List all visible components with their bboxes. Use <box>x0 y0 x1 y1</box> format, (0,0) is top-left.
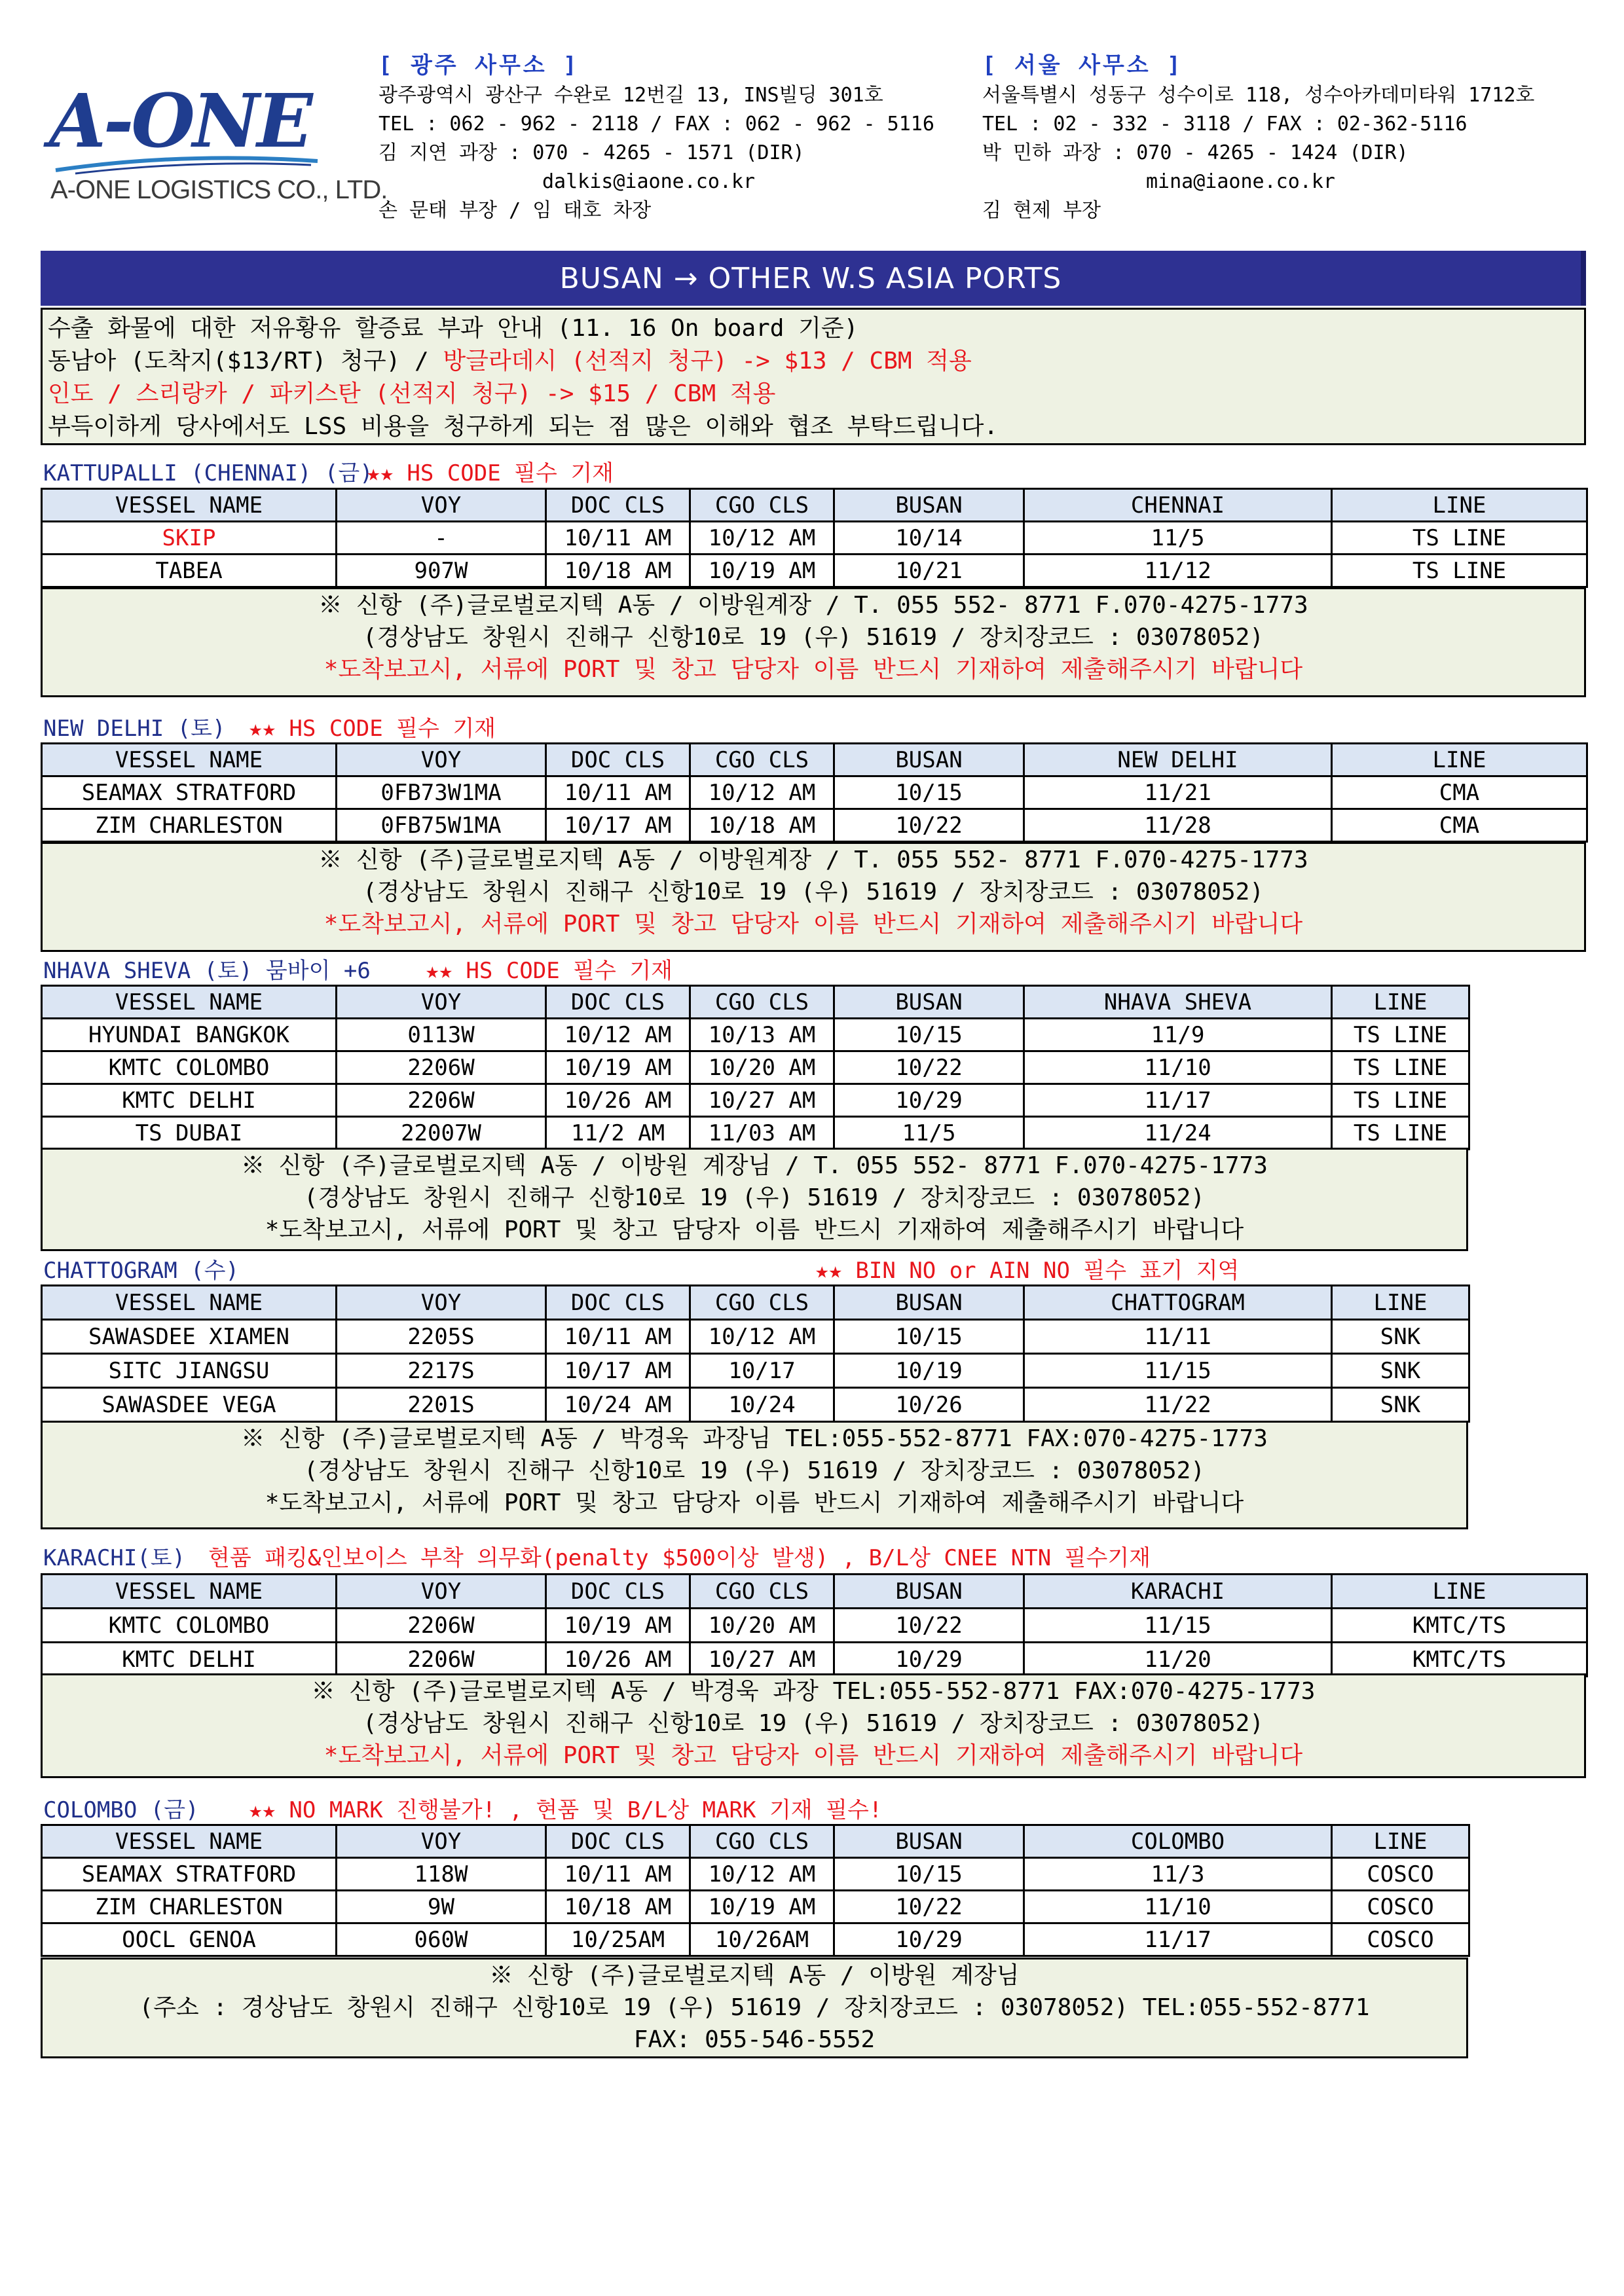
office-tel: TEL : 02 - 332 - 3118 / FAX : 02-362-5116 <box>982 113 1467 136</box>
table-cell: 060W <box>337 1923 546 1956</box>
table-cell: KMTC/TS <box>1332 1643 1587 1677</box>
table-row <box>42 1320 1469 1354</box>
warehouse-info-line: FAX: 055-546-5552 <box>633 2026 876 2053</box>
table-cell: KMTC COLOMBO <box>42 1609 337 1643</box>
warehouse-info-line: *도착보고시, 서류에 PORT 및 창고 담당자 이름 반드시 기재하여 제출해주시기 바랍니다 <box>265 1489 1244 1516</box>
notice-line <box>48 345 1579 378</box>
table-cell: KMTC DELHI <box>42 1084 337 1117</box>
table-cell: 10/29 <box>834 1923 1024 1956</box>
column-header: VOY <box>337 986 546 1019</box>
table-row <box>42 1643 1587 1677</box>
column-header: BUSAN <box>834 1286 1024 1320</box>
column-header: VOY <box>337 1825 546 1858</box>
table-row <box>42 809 1587 842</box>
table-cell: 2206W <box>337 1084 546 1117</box>
warehouse-info-line: (주소 : 경상남도 창원시 진해구 신항10로 19 (우) 51619 / 장치장코드 : 03078052) TEL:055-552-8771 <box>139 1994 1370 2021</box>
office-tel: TEL : 062 - 962 - 2118 / FAX : 062 - 962 - 5116 <box>378 113 934 136</box>
table-cell: 10/12 AM <box>546 1019 690 1051</box>
table-cell: 10/26 <box>834 1388 1024 1422</box>
route-banner: BUSAN → OTHER W.S ASIA PORTS <box>41 251 1586 306</box>
table-cell: 2206W <box>337 1609 546 1643</box>
warehouse-info-line: (경상남도 창원시 진해구 신항10로 19 (우) 51619 / 장치장코드 : 03078052) <box>363 1710 1264 1737</box>
table-cell: TS LINE <box>1332 1051 1469 1084</box>
warehouse-info <box>41 842 1586 952</box>
column-header: CHENNAI <box>1024 489 1332 522</box>
table-cell: 10/20 AM <box>690 1609 834 1643</box>
column-header: BUSAN <box>834 489 1024 522</box>
column-header: VESSEL NAME <box>42 1286 337 1320</box>
warehouse-info <box>41 1421 1468 1529</box>
destination-port: KARACHI(토) <box>43 1545 186 1571</box>
table-cell: 10/27 AM <box>690 1643 834 1677</box>
table-cell: 10/15 <box>834 1320 1024 1354</box>
column-header: VOY <box>337 1575 546 1609</box>
section-title <box>43 1540 1151 1572</box>
warehouse-info-line: ※ 신항 (주)글로벌로지텍 A동 / 이방원 계장님 / T. 055 552- 8771 F.070-4275-1773 <box>241 1152 1268 1179</box>
column-header: CHATTOGRAM <box>1024 1286 1332 1320</box>
table-cell: 11/15 <box>1024 1354 1332 1388</box>
table-cell: TS DUBAI <box>42 1117 337 1150</box>
office-address: 서울특별시 성동구 성수이로 118, 성수아카데미타워 1712호 <box>982 84 1535 107</box>
table-cell: 10/18 AM <box>690 809 834 842</box>
column-header: VOY <box>337 1286 546 1320</box>
column-header: CGO CLS <box>690 489 834 522</box>
column-header: CGO CLS <box>690 1575 834 1609</box>
table-cell: TS LINE <box>1332 1084 1469 1117</box>
table-cell: 11/03 AM <box>690 1117 834 1150</box>
table-cell: 10/18 AM <box>546 555 690 587</box>
table-cell: 10/15 <box>834 1019 1024 1051</box>
schedule-table <box>41 742 1588 843</box>
table-cell: SNK <box>1332 1388 1469 1422</box>
section-requirement-note: ★★ HS CODE 필수 기재 <box>426 958 673 984</box>
column-header: BUSAN <box>834 1575 1024 1609</box>
warehouse-info-line: ※ 신항 (주)글로벌로지텍 A동 / 박경욱 과장님 TEL:055-552-8771 FAX:070-4275-1773 <box>241 1425 1268 1452</box>
table-cell: 10/11 AM <box>546 522 690 555</box>
table-cell: 11/28 <box>1024 809 1332 842</box>
schedule-table <box>41 1573 1588 1677</box>
column-header: BUSAN <box>834 986 1024 1019</box>
table-cell: 10/11 AM <box>546 776 690 809</box>
office-seoul <box>982 51 1534 225</box>
column-header: CGO CLS <box>690 1825 834 1858</box>
column-header: BUSAN <box>834 1825 1024 1858</box>
table-cell: 10/20 AM <box>690 1051 834 1084</box>
table-cell: 11/21 <box>1024 776 1332 809</box>
table-cell: 10/21 <box>834 555 1024 587</box>
column-header: CGO CLS <box>690 744 834 776</box>
table-row <box>42 1051 1469 1084</box>
column-header: VESSEL NAME <box>42 744 337 776</box>
table-cell: 2217S <box>337 1354 546 1388</box>
table-cell: 10/13 AM <box>690 1019 834 1051</box>
column-header: KARACHI <box>1024 1575 1332 1609</box>
table-cell: TS LINE <box>1332 555 1587 587</box>
office-address: 광주광역시 광산구 수완로 12번길 13, INS빌딩 301호 <box>378 84 883 107</box>
schedule-table <box>41 985 1470 1150</box>
table-cell: 10/22 <box>834 1609 1024 1643</box>
table-header-row <box>42 1286 1469 1320</box>
table-cell: 10/29 <box>834 1643 1024 1677</box>
warehouse-info-line: *도착보고시, 서류에 PORT 및 창고 담당자 이름 반드시 기재하여 제출해주시기 바랍니다 <box>323 911 1303 938</box>
table-cell: 10/26AM <box>690 1923 834 1956</box>
column-header: VESSEL NAME <box>42 1825 337 1858</box>
table-cell: 10/19 AM <box>690 1891 834 1923</box>
column-header: VESSEL NAME <box>42 986 337 1019</box>
table-cell: 10/14 <box>834 522 1024 555</box>
warehouse-info-line: (경상남도 창원시 진해구 신항10로 19 (우) 51619 / 장치장코드 : 03078052) <box>304 1457 1205 1484</box>
table-cell: 11/24 <box>1024 1117 1332 1150</box>
column-header: BUSAN <box>834 744 1024 776</box>
warehouse-info <box>41 1958 1468 2058</box>
column-header: DOC CLS <box>546 1286 690 1320</box>
table-cell: 2206W <box>337 1643 546 1677</box>
section-requirement-note: ★★ BIN NO or AIN NO 필수 표기 지역 <box>815 1258 1240 1284</box>
table-cell: 11/15 <box>1024 1609 1332 1643</box>
lss-notice <box>41 308 1586 445</box>
column-header: DOC CLS <box>546 744 690 776</box>
column-header: DOC CLS <box>546 1575 690 1609</box>
section-title <box>43 710 496 742</box>
destination-port: NEW DELHI (토) <box>43 716 226 742</box>
table-cell: 11/10 <box>1024 1891 1332 1923</box>
table-cell: 118W <box>337 1858 546 1891</box>
table-row <box>42 1858 1469 1891</box>
warehouse-info-line: ※ 신항 (주)글로벌로지텍 A동 / 이방원계장 / T. 055 552- 8771 F.070-4275-1773 <box>318 592 1308 619</box>
destination-port: KATTUPALLI (CHENNAI) (금) <box>43 460 373 486</box>
column-header: VESSEL NAME <box>42 489 337 522</box>
table-row <box>42 1084 1469 1117</box>
table-cell: 10/25AM <box>546 1923 690 1956</box>
table-cell: SEAMAX STRATFORD <box>42 776 337 809</box>
section-title <box>43 1252 1240 1285</box>
table-header-row <box>42 1825 1469 1858</box>
table-cell: 11/5 <box>1024 522 1332 555</box>
column-header: CGO CLS <box>690 1286 834 1320</box>
schedule-table <box>41 1824 1470 1957</box>
table-cell: 10/15 <box>834 776 1024 809</box>
section-requirement-note: ★★ NO MARK 진행불가! , 현품 및 B/L상 MARK 기재 필수! <box>249 1797 883 1823</box>
column-header: LINE <box>1332 1286 1469 1320</box>
table-row <box>42 1019 1469 1051</box>
office-gwangju <box>378 51 934 225</box>
warehouse-info-line: (경상남도 창원시 진해구 신항10로 19 (우) 51619 / 장치장코드 : 03078052) <box>363 624 1264 651</box>
table-cell: COSCO <box>1332 1923 1469 1956</box>
schedule-table <box>41 1285 1470 1423</box>
warehouse-info-line: ※ 신항 (주)글로벌로지텍 A동 / 박경욱 과장 TEL:055-552-8771 FAX:070-4275-1773 <box>311 1678 1316 1705</box>
table-cell: 11/2 AM <box>546 1117 690 1150</box>
office-contact: 박 민하 과장 : 070 - 4265 - 1424 (DIR) <box>982 141 1409 164</box>
office-title: [ 광주 사무소 ] <box>378 52 580 79</box>
table-header-row <box>42 744 1587 776</box>
column-header: NHAVA SHEVA <box>1024 986 1332 1019</box>
table-cell: 11/3 <box>1024 1858 1332 1891</box>
table-cell: 10/18 AM <box>546 1891 690 1923</box>
section-title <box>43 1792 883 1824</box>
company-logo <box>49 79 388 216</box>
table-cell: SEAMAX STRATFORD <box>42 1858 337 1891</box>
notice-line: 인도 / 스리랑카 / 파키스탄 (선적지 청구) -> $15 / CBM 적용 <box>48 380 776 407</box>
warehouse-info-line: *도착보고시, 서류에 PORT 및 창고 담당자 이름 반드시 기재하여 제출해주시기 바랍니다 <box>323 656 1303 683</box>
table-cell: 10/17 <box>690 1354 834 1388</box>
destination-port: NHAVA SHEVA (토) 뭄바이 +6 <box>43 958 371 984</box>
table-cell: 2201S <box>337 1388 546 1422</box>
column-header: LINE <box>1332 744 1587 776</box>
table-cell: 11/17 <box>1024 1923 1332 1956</box>
table-cell: 10/12 AM <box>690 1858 834 1891</box>
table-cell: 10/27 AM <box>690 1084 834 1117</box>
table-cell: SNK <box>1332 1320 1469 1354</box>
column-header: VESSEL NAME <box>42 1575 337 1609</box>
warehouse-info <box>41 587 1586 697</box>
table-cell: 10/12 AM <box>690 776 834 809</box>
notice-line: 부득이하게 당사에서도 LSS 비용을 청구하게 되는 점 많은 이해와 협조 부탁드립니다. <box>48 413 999 440</box>
table-cell: 10/19 AM <box>690 555 834 587</box>
office-title: [ 서울 사무소 ] <box>982 52 1183 79</box>
warehouse-info-line: ※ 신항 (주)글로벌로지텍 A동 / 이방원계장 / T. 055 552- 8771 F.070-4275-1773 <box>318 847 1308 873</box>
table-cell: 10/17 AM <box>546 809 690 842</box>
table-cell: 10/26 AM <box>546 1643 690 1677</box>
table-cell: 10/24 AM <box>546 1388 690 1422</box>
table-row <box>42 1891 1469 1923</box>
column-header: NEW DELHI <box>1024 744 1332 776</box>
table-cell: 10/29 <box>834 1084 1024 1117</box>
table-cell: 10/17 AM <box>546 1354 690 1388</box>
section-requirement-note: ★★ HS CODE 필수 기재 <box>249 716 496 742</box>
warehouse-info-line: *도착보고시, 서류에 PORT 및 창고 담당자 이름 반드시 기재하여 제출해주시기 바랍니다 <box>265 1216 1244 1243</box>
table-cell: 11/12 <box>1024 555 1332 587</box>
column-header: LINE <box>1332 1575 1587 1609</box>
table-cell: OOCL GENOA <box>42 1923 337 1956</box>
notice-text: 동남아 (도착지($13/RT) 청구) / <box>48 348 443 374</box>
table-cell: 9W <box>337 1891 546 1923</box>
table-cell: CMA <box>1332 776 1587 809</box>
logo-company-name: A-ONE LOGISTICS CO., LTD. <box>50 175 388 204</box>
table-cell: SITC JIANGSU <box>42 1354 337 1388</box>
table-cell: 10/26 AM <box>546 1084 690 1117</box>
table-cell: 10/11 AM <box>546 1858 690 1891</box>
warehouse-info-line: *도착보고시, 서류에 PORT 및 창고 담당자 이름 반드시 기재하여 제출해주시기 바랍니다 <box>323 1742 1303 1769</box>
table-cell: 11/11 <box>1024 1320 1332 1354</box>
table-cell: HYUNDAI BANGKOK <box>42 1019 337 1051</box>
table-row <box>42 555 1587 587</box>
table-cell: - <box>337 522 546 555</box>
table-cell: SAWASDEE VEGA <box>42 1388 337 1422</box>
logo-wordmark: A-ONE <box>49 79 310 164</box>
column-header: DOC CLS <box>546 1825 690 1858</box>
table-cell: 10/22 <box>834 809 1024 842</box>
table-cell: 2205S <box>337 1320 546 1354</box>
section-title <box>43 455 614 487</box>
table-cell: 11/5 <box>834 1117 1024 1150</box>
table-cell: 10/15 <box>834 1858 1024 1891</box>
table-cell: CMA <box>1332 809 1587 842</box>
table-cell: 11/17 <box>1024 1084 1332 1117</box>
destination-port: CHATTOGRAM (수) <box>43 1258 239 1284</box>
table-row <box>42 522 1587 555</box>
table-cell: 907W <box>337 555 546 587</box>
table-row <box>42 776 1587 809</box>
table-cell: COSCO <box>1332 1858 1469 1891</box>
logo-swoosh-icon <box>49 156 324 175</box>
table-cell: 10/12 AM <box>690 1320 834 1354</box>
table-header-row <box>42 489 1587 522</box>
table-header-row <box>42 986 1469 1019</box>
warehouse-info-line: (경상남도 창원시 진해구 신항10로 19 (우) 51619 / 장치장코드 : 03078052) <box>304 1184 1205 1211</box>
section-title <box>43 953 673 985</box>
table-cell: TABEA <box>42 555 337 587</box>
table-row <box>42 1923 1469 1956</box>
notice-line: 수출 화물에 대한 저유황유 할증료 부과 안내 (11. 16 On board 기준) <box>48 315 858 342</box>
office-managers: 손 문태 부장 / 임 태호 차장 <box>378 199 652 222</box>
warehouse-info <box>41 1673 1586 1778</box>
table-cell: KMTC/TS <box>1332 1609 1587 1643</box>
schedule-table <box>41 488 1588 588</box>
table-cell: 10/12 AM <box>690 522 834 555</box>
table-row <box>42 1388 1469 1422</box>
table-cell: 0113W <box>337 1019 546 1051</box>
table-cell: 11/20 <box>1024 1643 1332 1677</box>
destination-port: COLOMBO (금) <box>43 1797 199 1823</box>
table-cell: 10/19 AM <box>546 1609 690 1643</box>
table-cell: 10/11 AM <box>546 1320 690 1354</box>
table-row <box>42 1354 1469 1388</box>
table-cell: COSCO <box>1332 1891 1469 1923</box>
table-cell: KMTC DELHI <box>42 1643 337 1677</box>
table-header-row <box>42 1575 1587 1609</box>
warehouse-info-line: ※ 신항 (주)글로벌로지텍 A동 / 이방원 계장님 <box>489 1962 1020 1989</box>
table-cell: ZIM CHARLESTON <box>42 1891 337 1923</box>
column-header: LINE <box>1332 986 1469 1019</box>
table-cell: 10/22 <box>834 1891 1024 1923</box>
table-cell: SKIP <box>42 522 337 555</box>
column-header: LINE <box>1332 1825 1469 1858</box>
section-requirement-note: ★★ HS CODE 필수 기재 <box>367 460 614 486</box>
table-cell: 11/22 <box>1024 1388 1332 1422</box>
table-cell: 11/10 <box>1024 1051 1332 1084</box>
table-cell: TS LINE <box>1332 1117 1469 1150</box>
table-row <box>42 1609 1587 1643</box>
table-cell: ZIM CHARLESTON <box>42 809 337 842</box>
office-email[interactable]: mina@iaone.co.kr <box>1146 170 1335 193</box>
table-row <box>42 1117 1469 1150</box>
table-cell: TS LINE <box>1332 522 1587 555</box>
office-email[interactable]: dalkis@iaone.co.kr <box>542 170 756 193</box>
section-requirement-note: 현품 패킹&인보이스 부착 의무화(penalty $500이상 발생) , B/L상 CNEE NTN 필수기재 <box>208 1545 1151 1571</box>
table-cell: SAWASDEE XIAMEN <box>42 1320 337 1354</box>
table-cell: 0FB73W1MA <box>337 776 546 809</box>
column-header: COLOMBO <box>1024 1825 1332 1858</box>
table-cell: SNK <box>1332 1354 1469 1388</box>
table-cell: 11/9 <box>1024 1019 1332 1051</box>
column-header: DOC CLS <box>546 986 690 1019</box>
table-cell: 10/24 <box>690 1388 834 1422</box>
column-header: CGO CLS <box>690 986 834 1019</box>
warehouse-info <box>41 1148 1468 1251</box>
warehouse-info-line: (경상남도 창원시 진해구 신항10로 19 (우) 51619 / 장치장코드 : 03078052) <box>363 879 1264 905</box>
column-header: VOY <box>337 744 546 776</box>
office-managers: 김 현제 부장 <box>982 199 1101 222</box>
column-header: LINE <box>1332 489 1587 522</box>
notice-highlight: 방글라데시 (선적지 청구) -> $13 / CBM 적용 <box>443 348 972 374</box>
column-header: VOY <box>337 489 546 522</box>
table-cell: 10/19 AM <box>546 1051 690 1084</box>
column-header: DOC CLS <box>546 489 690 522</box>
table-cell: 10/19 <box>834 1354 1024 1388</box>
table-cell: TS LINE <box>1332 1019 1469 1051</box>
table-cell: 0FB75W1MA <box>337 809 546 842</box>
office-contact: 김 지연 과장 : 070 - 4265 - 1571 (DIR) <box>378 141 805 164</box>
table-cell: 2206W <box>337 1051 546 1084</box>
table-cell: 22007W <box>337 1117 546 1150</box>
table-cell: KMTC COLOMBO <box>42 1051 337 1084</box>
table-cell: 10/22 <box>834 1051 1024 1084</box>
